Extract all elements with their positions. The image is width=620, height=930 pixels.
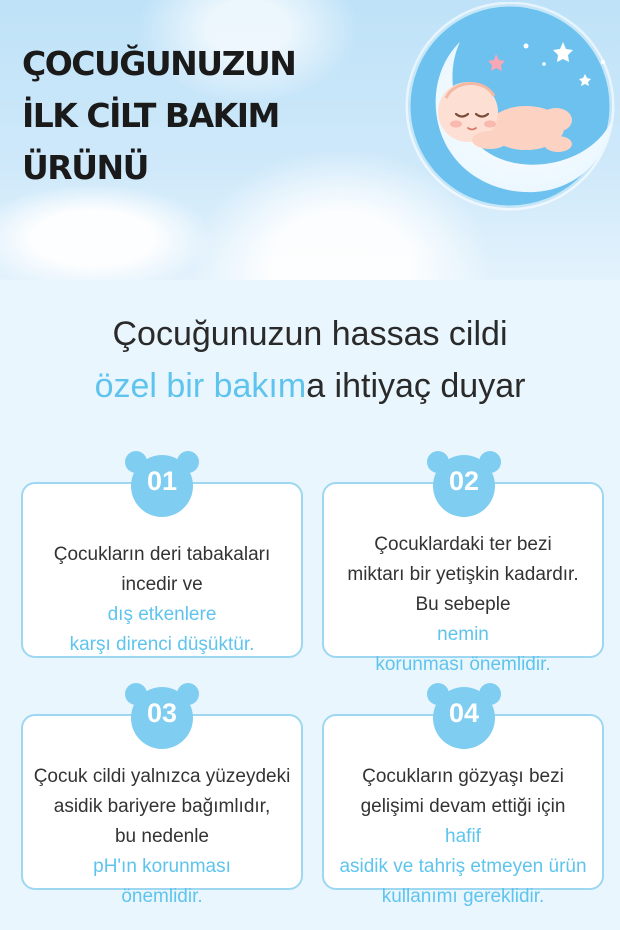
intro-rest: a ihtiyaç duyar (306, 367, 526, 405)
card-number: 02 (448, 466, 480, 496)
card-line: önemlidir. (121, 886, 203, 907)
number-badge-04 (424, 680, 504, 750)
intro-line-2 (0, 360, 620, 412)
hero-title-line: İLK CİLT BAKIM (22, 96, 279, 135)
card-line: Çocukların gözyaşı bezi (362, 766, 564, 787)
intro-heading (0, 308, 620, 412)
card-line: Çocukların deri tabakaları (53, 544, 271, 565)
sleeping-baby-moon-illustration (398, 2, 620, 224)
card-line: asidik bariyere bağımlıdır, (53, 796, 271, 817)
hero-title (22, 38, 295, 194)
card-line: Çocuk cildi yalnızca yüzeydeki (33, 766, 291, 787)
card-line: asidik ve tahriş etmeyen ürün (339, 856, 587, 877)
card-line: incedir ve dış etkenlere (107, 574, 217, 625)
info-card-text (324, 762, 602, 912)
card-line: gelişimi devam ettiği için hafif (360, 796, 566, 847)
number-badge-02 (424, 448, 504, 518)
hero-title-line: ÇOCUĞUNUZUN (22, 44, 296, 83)
card-line: bu nedenle pH'ın korunması (93, 826, 231, 877)
intro-accent: özel bir bakım (94, 367, 307, 405)
moon-baby-icon (398, 2, 620, 224)
card-line: korunması önemlidir. (375, 654, 551, 675)
card-line: karşı direnci düşüktür. (69, 634, 255, 655)
number-badge-03 (122, 680, 202, 750)
number-badge-01 (122, 448, 202, 518)
card-number: 04 (448, 698, 480, 728)
info-card-text (23, 540, 301, 660)
card-line: miktarı bir yetişkin kadardır. (347, 564, 579, 585)
card-number: 03 (146, 698, 178, 728)
hero-title-line: ÜRÜNÜ (22, 148, 148, 187)
info-card-text (23, 762, 301, 912)
card-line: kullanımı gereklidir. (381, 886, 545, 907)
info-card-text (324, 530, 602, 680)
intro-line-1: Çocuğunuzun hassas cildi (112, 315, 508, 353)
card-line: Çocuklardaki ter bezi (374, 534, 552, 555)
card-number: 01 (146, 466, 178, 496)
hero-banner (0, 0, 620, 280)
card-line: Bu sebeple nemin (415, 594, 511, 645)
